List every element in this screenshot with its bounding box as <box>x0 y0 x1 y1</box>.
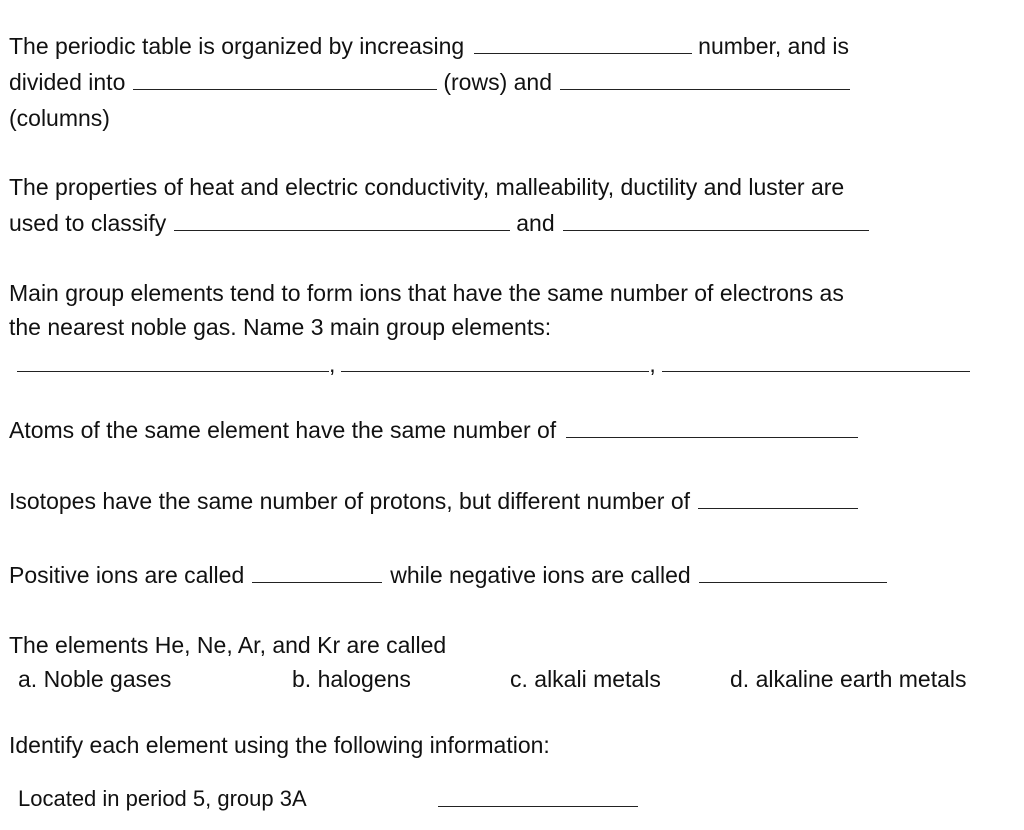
q1-line2 <box>9 68 856 96</box>
q8-item1-text: Located in period 5, group 3A <box>18 786 307 811</box>
q6-blank-cations[interactable] <box>252 562 382 583</box>
q7-option-a[interactable]: a. Noble gases <box>18 666 172 692</box>
q1-line3: (columns) <box>9 105 110 131</box>
q7-option-d[interactable]: d. alkaline earth metals <box>730 666 967 692</box>
q6-text-b: while negative ions are called <box>390 562 691 588</box>
q1-text-b: number, and is <box>698 33 850 59</box>
q8-item1-row <box>438 785 638 813</box>
q6-blank-anions[interactable] <box>699 562 887 583</box>
q4-blank-protons[interactable] <box>566 417 858 438</box>
q3-separator-1: , <box>329 351 336 377</box>
q6-text-a: Positive ions are called <box>9 562 245 588</box>
q6-line <box>9 561 893 589</box>
q3-blank-element-3[interactable] <box>662 351 970 372</box>
q3-blanks-row <box>17 350 970 378</box>
q2-blank-nonmetals[interactable] <box>563 210 869 231</box>
q8-blank-item1[interactable] <box>438 786 638 807</box>
q2-line2 <box>9 209 875 237</box>
q3-line1: Main group elements tend to form ions that have the same number of electrons as <box>9 280 844 306</box>
q1-blank-atomic[interactable] <box>474 33 692 54</box>
q1-blank-groups[interactable] <box>560 69 850 90</box>
q1-text-d: (rows) and <box>443 69 553 95</box>
q7-question: The elements He, Ne, Ar, and Kr are called <box>9 632 447 658</box>
q1-text-a: The periodic table is organized by increasing <box>9 33 465 59</box>
q4-text: Atoms of the same element have the same number of <box>9 417 557 443</box>
q1-text-c: divided into <box>9 69 126 95</box>
q2-line1: The properties of heat and electric conductivity, malleability, ductility and luster are <box>9 174 845 200</box>
q7-option-c[interactable]: c. alkali metals <box>510 666 661 692</box>
q3-blank-element-2[interactable] <box>341 351 649 372</box>
q1-blank-periods[interactable] <box>133 69 437 90</box>
q2-blank-metals[interactable] <box>174 210 510 231</box>
q7-option-b[interactable]: b. halogens <box>292 666 411 692</box>
q5-text: Isotopes have the same number of protons, but different number of <box>9 488 691 514</box>
q1-line1 <box>9 32 849 60</box>
q3-line2: the nearest noble gas. Name 3 main group elements: <box>9 314 552 340</box>
q2-text-a: used to classify <box>9 210 167 236</box>
q5-blank-neutrons[interactable] <box>698 488 858 509</box>
q8-instruction: Identify each element using the following information: <box>9 732 550 758</box>
q2-text-b: and <box>516 210 555 236</box>
q3-blank-element-1[interactable] <box>17 351 329 372</box>
q3-separator-2: , <box>649 351 656 377</box>
q4-line <box>9 416 864 444</box>
q5-line <box>9 487 864 515</box>
